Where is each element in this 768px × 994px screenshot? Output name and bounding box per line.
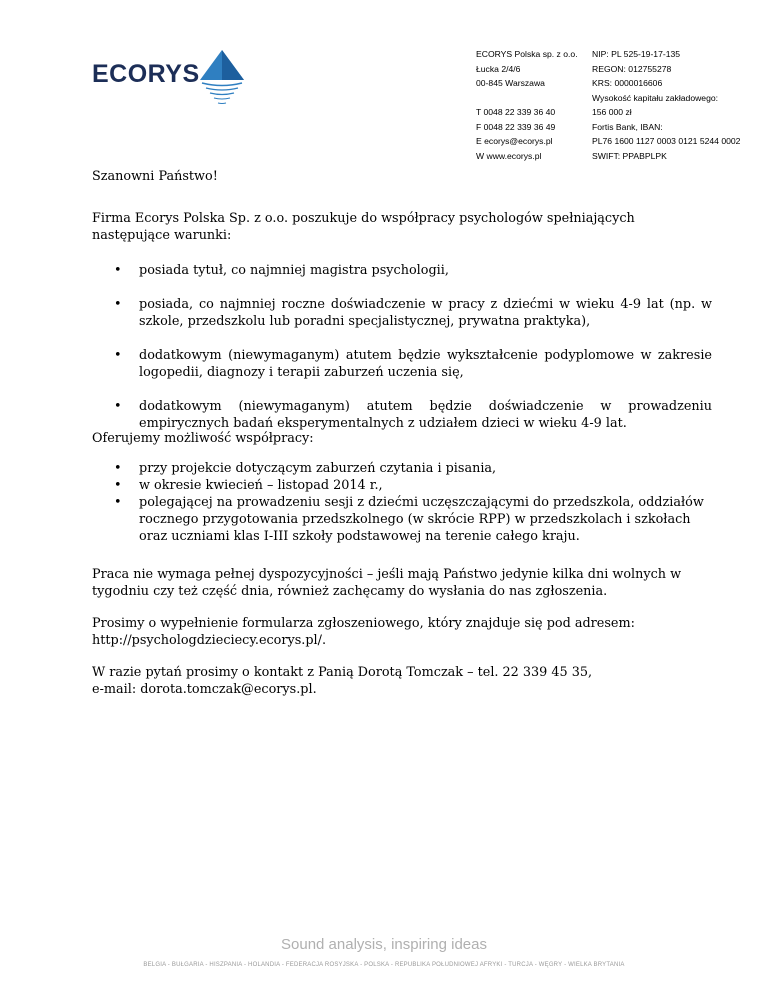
list-item: • posiada, co najmniej roczne doświadczenie w pracy z dziećmi w wieku 4-9 lat (np. w szkole, przedszkolu lub poradni specjalistycznej, prywatna praktyka), — [92, 296, 712, 330]
requirements-list — [92, 262, 712, 449]
company-phone: T 0048 22 339 36 40 — [476, 107, 556, 117]
form-paragraph: Prosimy o wypełnienie formularza zgłoszeniowego, który znajduje się pod adresem: http://psychologdzieciecy.ecorys.pl/. — [92, 615, 702, 649]
offer-list — [92, 460, 712, 545]
greeting: Szanowni Państwo! — [92, 169, 218, 184]
company-nip: NIP: PL 525-19-17-135 — [592, 49, 681, 59]
list-item: • w okresie kwiecień – listopad 2014 r., — [92, 477, 712, 494]
list-item: • dodatkowym (niewymaganym) atutem będzie wykształcenie podyplomowe w zakresie logopedii, diagnozy i terapii zaburzeń uczenia się, — [92, 347, 712, 381]
list-item: • posiada tytuł, co najmniej magistra psychologii, — [92, 262, 712, 279]
company-capital-value: 156 000 zł — [592, 107, 632, 117]
contact-paragraph: W razie pytań prosimy o kontakt z Panią Dorotą Tomczak – tel. 22 339 45 35, e-mail: dorota.tomczak@ecorys.pl. — [92, 664, 702, 698]
list-item: • dodatkowym (niewymaganym) atutem będzie doświadczenie w prowadzeniu empirycznych badań eksperymentalnych z udziałem dzieci w wieku 4-9 lat. — [92, 398, 712, 432]
company-capital-label: Wysokość kapitału zakładowego: — [592, 92, 719, 103]
contact-email: e-mail: dorota.tomczak@ecorys.pl. — [92, 682, 317, 697]
company-name: ECORYS Polska sp. z o.o. — [476, 49, 578, 59]
company-logo — [92, 52, 252, 112]
list-item: • przy projekcie dotyczącym zaburzeń czytania i pisania, — [92, 460, 712, 477]
list-item: • polegającej na prowadzeniu sesji z dziećmi uczęszczającymi do przedszkola, oddziałów rocznego przygotowania przedszkolnego (w skrócie RPP) w przedszkolach i szkołach oraz uczniami klas I-III szkoły podstawowej na terenie całego kraju. — [92, 494, 712, 545]
logo-pyramid-icon — [200, 50, 244, 112]
company-iban: PL76 1600 1127 0003 0121 5244 0002 — [592, 136, 741, 146]
company-krs: KRS: 0000016606 — [592, 78, 663, 88]
footer-tagline: Sound analysis, inspiring ideas — [281, 936, 487, 953]
company-address-block — [476, 47, 578, 163]
availability-paragraph: Praca nie wymaga pełnej dyspozycyjności – jeśli mają Państwo jedynie kilka dni wolnych w tygodniu czy też część dnia, również zachęcamy do wysłania do nas zgłoszenia. — [92, 567, 682, 599]
form-url-link[interactable]: http://psychologdzieciecy.ecorys.pl/. — [92, 633, 327, 648]
company-fax: F 0048 22 339 36 49 — [476, 121, 556, 132]
company-registration-block — [592, 47, 740, 163]
offer-heading: Oferujemy możliwość współpracy: — [92, 431, 314, 446]
company-email: E ecorys@ecorys.pl — [476, 136, 553, 146]
intro-paragraph: Firma Ecorys Polska Sp. z o.o. poszukuje do współpracy psychologów spełniających następujące warunki: — [92, 211, 635, 243]
company-street: Łucka 2/4/6 — [476, 63, 521, 74]
company-swift: SWIFT: PPABPLPK — [592, 150, 667, 161]
company-regon: REGON: 012755278 — [592, 63, 672, 74]
footer-countries: BELGIA - BUŁGARIA - HISZPANIA - HOLANDIA - FEDERACJA ROSYJSKA - POLSKA - REPUBLIKA POŁUDNIOWEJ AFRYKI - TURCJA - WĘGRY - WIELKA BRYTANIA — [143, 962, 625, 968]
company-city: 00-845 Warszawa — [476, 78, 545, 88]
company-website: W www.ecorys.pl — [476, 150, 542, 161]
logo-wordmark: ECORYS — [92, 60, 200, 88]
company-bank: Fortis Bank, IBAN: — [592, 121, 663, 132]
